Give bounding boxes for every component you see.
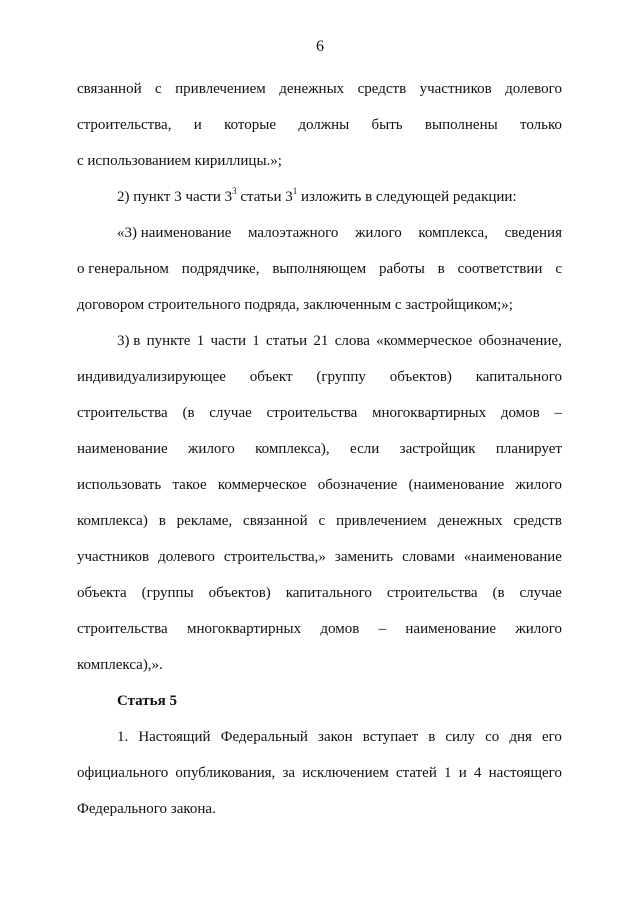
word: индивидуализирующее	[77, 369, 226, 385]
word: официального	[77, 765, 169, 781]
text-line	[77, 511, 562, 531]
word: средств	[357, 81, 407, 97]
word: (в	[492, 585, 505, 601]
word: с	[155, 81, 162, 97]
word: обозначение	[317, 477, 398, 493]
word: «коммерческое	[376, 333, 473, 349]
word: словами	[402, 549, 455, 565]
word: объект	[249, 369, 293, 385]
word: заменить	[334, 549, 394, 565]
word: строительства,»	[223, 549, 326, 565]
text-line	[77, 115, 562, 135]
word: случае	[519, 585, 562, 601]
word: 1	[252, 333, 260, 349]
word: строительства,	[77, 117, 172, 133]
text-line	[117, 223, 562, 243]
word: исключением	[302, 765, 389, 781]
word: «наименование	[463, 549, 562, 565]
word: с	[318, 513, 326, 529]
word: коммерческое	[217, 477, 307, 493]
word: (в	[182, 405, 195, 421]
word: связанной	[243, 513, 308, 529]
word: пункте	[146, 333, 191, 349]
word: рекламе,	[176, 513, 233, 529]
word: использовать	[77, 477, 162, 493]
word: с	[555, 261, 562, 277]
text-line: комплекса),».	[77, 657, 163, 673]
word: денежных	[437, 513, 503, 529]
word: жилого	[188, 441, 235, 457]
word: за	[282, 765, 296, 781]
text-line	[77, 763, 562, 783]
word: и	[193, 117, 202, 133]
word: выполнены	[424, 117, 498, 133]
word: (группы	[141, 585, 194, 601]
word: слова	[334, 333, 370, 349]
text-line: Федерального закона.	[77, 801, 216, 817]
word: и	[458, 765, 467, 781]
word: части	[210, 333, 246, 349]
word: наименование	[405, 621, 497, 637]
word: со	[485, 729, 500, 745]
text-line	[117, 331, 562, 351]
word: о генеральном	[77, 261, 169, 277]
word: участников	[419, 81, 492, 97]
word: только	[519, 117, 562, 133]
text-line: договором строительного подряда, заключенным с застройщиком;»;	[77, 297, 513, 313]
word: многоквартирных	[371, 405, 487, 421]
text-line	[77, 79, 562, 99]
word: обозначение,	[478, 333, 562, 349]
word: подрядчике,	[181, 261, 260, 277]
word: статьи	[266, 333, 308, 349]
text-line	[77, 547, 562, 567]
word: дня	[509, 729, 532, 745]
word: домов	[500, 405, 540, 421]
word: которые	[224, 117, 277, 133]
word: в	[158, 513, 166, 529]
word: закон	[318, 729, 353, 745]
word: соответствии	[457, 261, 543, 277]
word: настоящего	[488, 765, 562, 781]
word: работы	[379, 261, 425, 277]
word: в	[428, 729, 436, 745]
word: Настоящий	[138, 729, 211, 745]
word: вступает	[362, 729, 419, 745]
word: объекта	[77, 585, 127, 601]
word: 1	[444, 765, 452, 781]
word: участников	[77, 549, 150, 565]
word: (наименование	[408, 477, 505, 493]
text-line	[77, 619, 562, 639]
word: его	[541, 729, 562, 745]
word: должны	[298, 117, 350, 133]
word: –	[378, 621, 387, 637]
word: жилого	[515, 477, 562, 493]
word: капитального	[285, 585, 372, 601]
word: комплекса,	[418, 225, 488, 241]
word: долевого	[505, 81, 562, 97]
text-line	[77, 403, 562, 423]
word: жилого	[515, 621, 562, 637]
word: строительства	[77, 405, 168, 421]
word: 4	[473, 765, 482, 781]
word: наименование	[77, 441, 168, 457]
word: (группу	[316, 369, 366, 385]
word: строительства	[386, 585, 478, 601]
text-line	[77, 583, 562, 603]
text-line	[117, 727, 562, 747]
word: денежных	[279, 81, 345, 97]
word: связанной	[77, 81, 142, 97]
word: –	[554, 405, 562, 421]
word: жилого	[355, 225, 402, 241]
word: комплекса)	[77, 513, 148, 529]
word: в	[437, 261, 445, 277]
word: многоквартирных	[187, 621, 302, 637]
word: 1	[196, 333, 205, 349]
word: домов	[320, 621, 360, 637]
word: силу	[445, 729, 476, 745]
word: 21	[313, 333, 329, 349]
word: малоэтажного	[248, 225, 339, 241]
word: быть	[371, 117, 403, 133]
word: привлечением	[336, 513, 427, 529]
word: строительства	[77, 621, 168, 637]
word: застройщик	[399, 441, 476, 457]
word: статей	[395, 765, 437, 781]
word: 3) в	[117, 333, 141, 349]
word: если	[350, 441, 380, 457]
word: опубликования,	[175, 765, 276, 781]
word: долевого	[158, 549, 215, 565]
text-line	[77, 367, 562, 387]
word: капитального	[475, 369, 562, 385]
word: выполняющем	[272, 261, 367, 277]
article-heading: Статья 5	[117, 693, 177, 709]
word: комплекса),	[255, 441, 330, 457]
word: случае	[209, 405, 252, 421]
page-number: 6	[316, 38, 324, 55]
text-line	[77, 439, 562, 459]
word: объектов)	[389, 369, 452, 385]
word: Федеральный	[220, 729, 308, 745]
text-line	[77, 259, 562, 279]
word: такое	[172, 477, 207, 493]
word: планирует	[495, 441, 562, 457]
text-line	[77, 475, 562, 495]
text-line: 2) пункт 3 части $3^3$ статьи $3^1$ изложить в следующей редакции:	[117, 186, 517, 205]
word: сведения	[504, 225, 562, 241]
word: привлечением	[175, 81, 266, 97]
word: 1.	[117, 729, 129, 745]
word: объектов)	[208, 585, 271, 601]
word: «3) наименование	[117, 225, 232, 241]
word: средств	[513, 513, 562, 529]
word: строительства	[266, 405, 358, 421]
text-line: с использованием кириллицы.»;	[77, 153, 282, 169]
